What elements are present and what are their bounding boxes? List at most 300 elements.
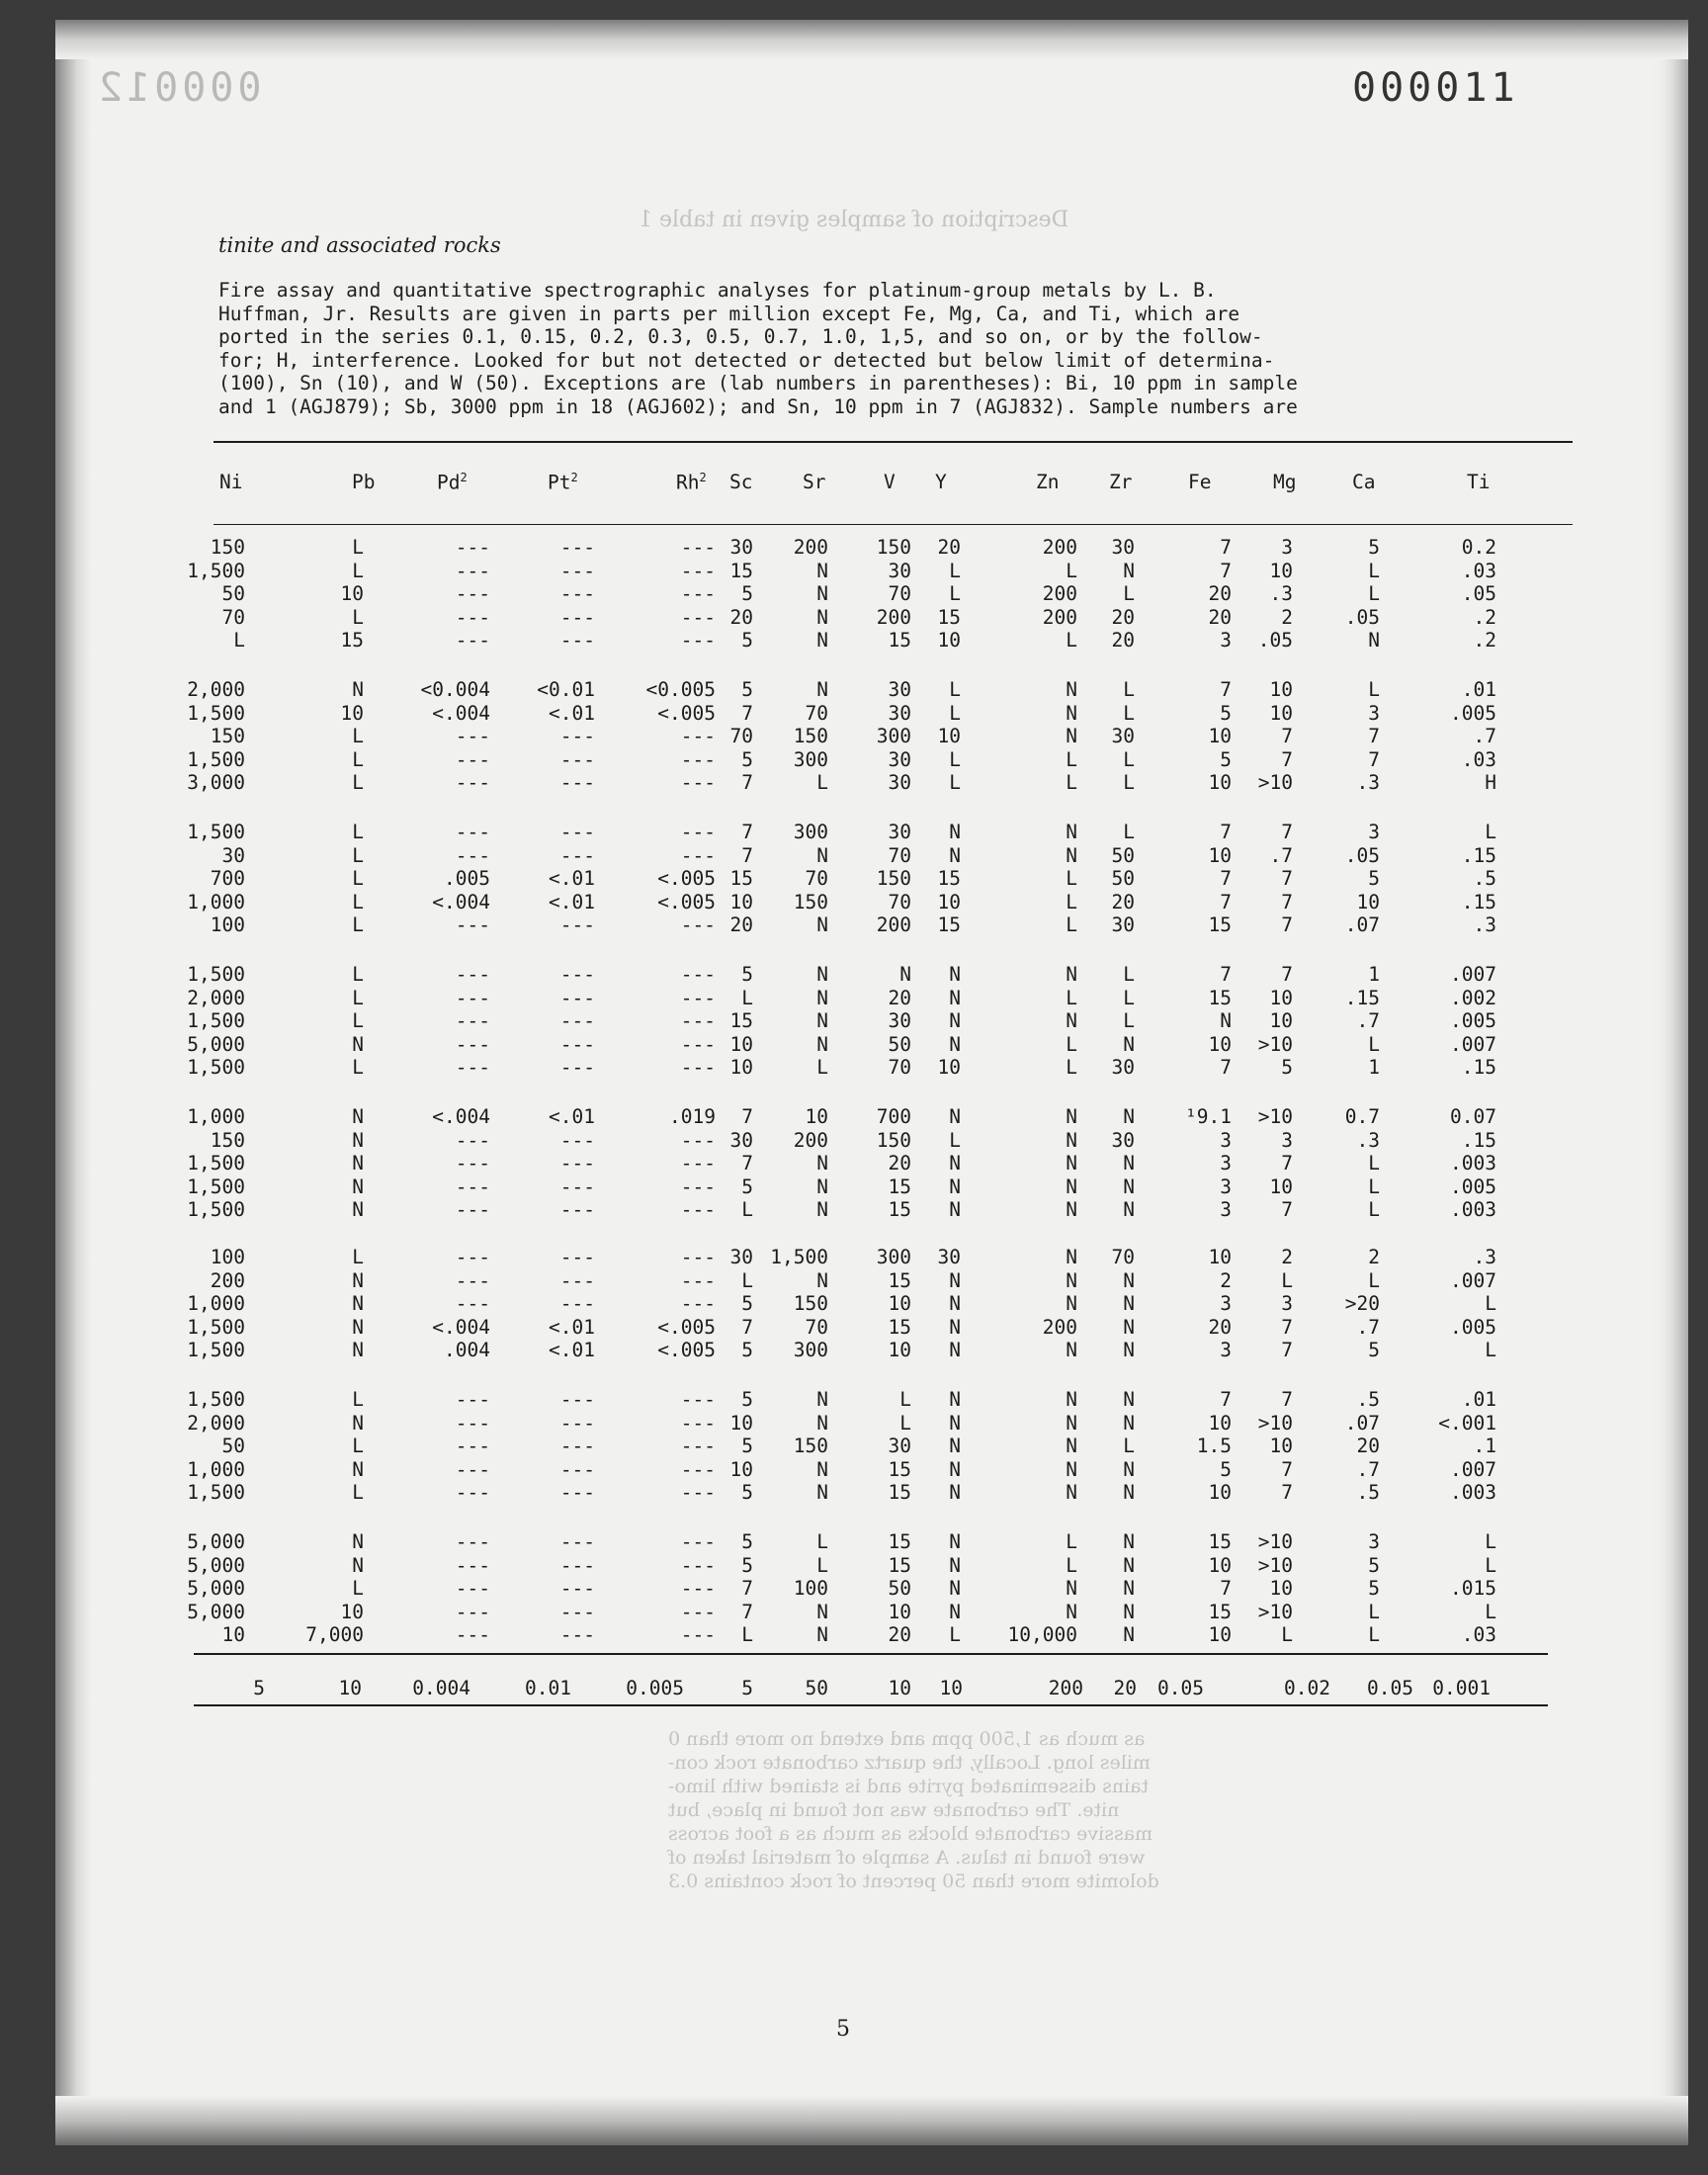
table-cell-sc: 10 [729,1457,753,1481]
table-cell-sc: 5 [741,1553,753,1577]
table-cell-mg: 10 [1269,1435,1293,1458]
table-cell-mg: 2 [1281,605,1293,629]
table-cell-ti: .03 [1461,559,1496,582]
table-cell-zr: 20 [1111,890,1135,914]
table-cell-ti: .003 [1450,1481,1496,1505]
table-cell-ni: 10 [221,1623,245,1647]
table-cell-pd: --- [455,559,490,582]
table-cell-sr: N [816,1174,828,1198]
table-cell-zr: L [1123,678,1135,701]
table-cell-ca: .05 [1344,843,1380,867]
table-cell-ti: .3 [1473,1246,1496,1268]
table-cell-rh: --- [680,1246,716,1268]
table-cell-ca: L [1368,1623,1380,1647]
table-cell-y: N [949,1174,961,1198]
table-cell-zr: N [1123,1174,1135,1198]
table-cell-pt: --- [559,559,595,582]
table-cell-ti: 0.2 [1461,536,1496,559]
table-cell-sc: 15 [729,1009,753,1033]
table-cell-sr: 200 [793,1128,828,1152]
table-cell-mg: 10 [1269,1009,1293,1033]
table-cell-pd: --- [455,1388,490,1411]
table-cell-fe: 10 [1208,1032,1232,1056]
table-cell-v: 15 [888,629,911,652]
table-cell-zn: N [1066,1388,1077,1411]
table-cell-pd: --- [455,986,490,1009]
table-cell-ca: 5 [1368,1339,1380,1362]
table-cell-y: N [949,1292,961,1316]
table-cell-pt: --- [559,1056,595,1080]
table-cell-y: 10 [937,725,961,748]
table-cell-ni: 2,000 [187,1411,245,1435]
table-cell-pt: <0.01 [537,678,595,701]
table-cell-pb: L [352,771,364,795]
table-cell-zr: N [1123,559,1135,582]
table-cell-zr: N [1123,1530,1135,1553]
table-cell-v: 15 [888,1553,911,1577]
table-cell-zn: 200 [1042,536,1077,559]
table-cell-ca: 3 [1368,701,1380,725]
table-cell-sc: 5 [741,1530,753,1553]
table-cell-rh: --- [680,1530,716,1553]
page-bottom-shadow [55,2096,1688,2145]
column-header-sr [803,471,825,493]
table-cell-pt: --- [559,747,595,771]
table-cell-v: 70 [888,890,911,914]
table-cell-pd: --- [455,1600,490,1623]
table-cell-mg: 7 [1281,1152,1293,1175]
table-cell-rh: --- [680,582,716,606]
table-cell-ti: .005 [1450,1009,1496,1033]
table-cell-rh: --- [680,1009,716,1033]
table-cell-rh: --- [680,1457,716,1481]
table-cell-fe: 10 [1208,1411,1232,1435]
table-cell-ti: .2 [1473,629,1496,652]
limit-cell-ti: 0.001 [1432,1677,1491,1699]
table-cell-ni: 5,000 [187,1553,245,1577]
table-cell-ca: 10 [1356,890,1380,914]
table-cell-zr: N [1123,1339,1135,1362]
table-cell-mg: >10 [1257,771,1293,795]
table-cell-sr: 150 [793,1292,828,1316]
table-cell-ni: 50 [221,1435,245,1458]
table-cell-zr: 20 [1111,605,1135,629]
table-cell-sc: 20 [729,605,753,629]
table-cell-fe: 5 [1220,1457,1232,1481]
table-cell-zr: N [1123,1268,1135,1292]
table-cell-v: 150 [876,1128,911,1152]
table-cell-pt: --- [559,1481,595,1505]
table-cell-mg: 7 [1281,1339,1293,1362]
intro-line: and 1 (AGJ879); Sb, 3000 ppm in 18 (AGJ602); and Sn, 10 ppm in 7 (AGJ832). Sample numbers are [218,394,1298,418]
table-cell-fe: 7 [1220,963,1232,986]
table-cell-rh: --- [680,1128,716,1152]
table-cell-pt: --- [559,536,595,559]
table-cell-v: 15 [888,1530,911,1553]
table-cell-mg: 7 [1281,867,1293,891]
table-cell-mg: 10 [1269,1174,1293,1198]
table-cell-pb: 10 [340,582,364,606]
table-cell-y: N [949,1152,961,1175]
table-cell-ni: 30 [221,843,245,867]
table-cell-zr: N [1123,1600,1135,1623]
intro-line: Fire assay and quantitative spectrographic analyses for platinum-group metals by L. B. [218,279,1217,302]
table-cell-sr: N [816,1623,828,1647]
table-cell-sc: 7 [741,1600,753,1623]
table-cell-sr: N [816,605,828,629]
table-cell-ni: 5,000 [187,1530,245,1553]
table-cell-ti: <.001 [1438,1411,1496,1435]
bleed-through-stamp: 000012 [95,65,262,111]
table-cell-ti: .15 [1461,1056,1496,1080]
table-cell-zr: L [1123,771,1135,795]
table-cell-zn: N [1066,1128,1077,1152]
table-cell-sr: N [816,914,828,937]
table-cell-v: 30 [888,701,911,725]
table-cell-zr: N [1123,1481,1135,1505]
table-cell-pb: L [352,963,364,986]
table-cell-pt: --- [559,1009,595,1033]
table-cell-sr: 70 [805,1315,828,1339]
table-cell-sr: N [816,963,828,986]
table-cell-mg: >10 [1257,1530,1293,1553]
table-cell-ca: .7 [1356,1315,1380,1339]
table-cell-ca: >20 [1344,1292,1380,1316]
table-cell-zr: N [1123,1623,1135,1647]
table-cell-pd: --- [455,1623,490,1647]
table-cell-sr: N [816,1152,828,1175]
table-cell-pb: L [352,1246,364,1268]
table-cell-mg: 7 [1281,821,1293,843]
table-cell-mg: 3 [1281,1128,1293,1152]
table-cell-ca: 20 [1356,1435,1380,1458]
table-cell-y: 10 [937,629,961,652]
table-cell-rh: --- [680,1600,716,1623]
table-cell-fe: 3 [1220,1174,1232,1198]
table-cell-y: N [949,986,961,1009]
table-cell-ni: 1,000 [187,1292,245,1316]
table-cell-sc: 7 [741,1315,753,1339]
table-cell-y: 30 [937,1246,961,1268]
table-cell-y: 10 [937,1056,961,1080]
table-cell-pb: L [352,890,364,914]
table-cell-zn: L [1066,867,1077,891]
table-cell-ni: 100 [210,1246,245,1268]
table-cell-pt: --- [559,771,595,795]
table-cell-ni: 50 [221,582,245,606]
table-cell-pd: --- [455,1268,490,1292]
table-cell-y: L [949,771,961,795]
table-cell-ti: .15 [1461,843,1496,867]
footnote-marker: 2 [699,471,707,484]
limit-cell-mg: 0.02 [1284,1677,1330,1699]
table-cell-ca: 0.7 [1344,1105,1380,1128]
footnote-marker: 2 [460,471,468,484]
table-cell-ti: L [1485,821,1496,843]
limit-cell-zn: 200 [1048,1677,1083,1699]
table-cell-zn: N [1066,701,1077,725]
table-cell-mg: 7 [1281,1315,1293,1339]
table-cell-ca: .5 [1356,1481,1380,1505]
table-cell-rh: .019 [669,1105,716,1128]
column-header-label: Fe [1188,471,1212,493]
table-cell-rh: --- [680,747,716,771]
bleed-through-line: nite. The carbonate was not found in place, but [668,1799,1120,1821]
table-cell-sc: 7 [741,701,753,725]
table-cell-pb: N [352,1553,364,1577]
column-header-rh [676,471,707,494]
table-cell-fe: 3 [1220,629,1232,652]
table-cell-fe: 7 [1220,890,1232,914]
limits-bottom-rule [194,1704,1548,1706]
column-header-label: Ti [1467,471,1491,493]
table-cell-pd: --- [455,747,490,771]
table-cell-ti: .01 [1461,1388,1496,1411]
table-cell-zn: N [1066,963,1077,986]
table-cell-ni: 1,500 [187,1315,245,1339]
table-cell-pt: --- [559,986,595,1009]
bleed-through-heading: Description of samples given in table 1 [639,208,1069,232]
page-top-shadow [55,20,1688,59]
table-cell-sc: 5 [741,747,753,771]
table-cell-ti: .1 [1473,1435,1496,1458]
table-cell-fe: 15 [1208,1600,1232,1623]
table-cell-ni: 1,500 [187,1481,245,1505]
table-cell-rh: --- [680,843,716,867]
table-cell-pt: --- [559,629,595,652]
table-cell-pt: --- [559,1246,595,1268]
table-cell-y: L [949,678,961,701]
table-cell-sr: 10 [805,1105,828,1128]
table-cell-pt: --- [559,1623,595,1647]
table-cell-pb: L [352,1009,364,1033]
table-cell-sc: L [741,1268,753,1292]
column-header-label: Rh [676,471,700,494]
table-bottom-rule [194,1653,1548,1655]
table-cell-fe: 7 [1220,1577,1232,1601]
limit-cell-fe: 0.05 [1157,1677,1204,1699]
table-cell-mg: >10 [1257,1032,1293,1056]
column-header-mg [1273,471,1296,493]
table-cell-zn: L [1066,914,1077,937]
table-cell-ni: 1,500 [187,701,245,725]
table-cell-ti: L [1485,1553,1496,1577]
table-cell-y: N [949,1105,961,1128]
table-cell-fe: 10 [1208,843,1232,867]
table-cell-pt: --- [559,1553,595,1577]
table-cell-sc: 15 [729,867,753,891]
table-cell-ca: L [1368,678,1380,701]
table-cell-pd: --- [455,1411,490,1435]
table-cell-ca: 7 [1368,725,1380,748]
table-cell-ti: .015 [1450,1577,1496,1601]
limit-cell-ni: 5 [253,1677,265,1699]
table-cell-mg: 7 [1281,1388,1293,1411]
table-cell-zr: N [1123,1198,1135,1222]
table-cell-zn: N [1066,1009,1077,1033]
table-cell-mg: 10 [1269,701,1293,725]
table-cell-sr: 70 [805,701,828,725]
table-cell-ni: 1,500 [187,559,245,582]
table-cell-v: 30 [888,559,911,582]
table-cell-pt: <.01 [549,1339,595,1362]
table-cell-y: 15 [937,867,961,891]
column-header-pd [437,471,468,494]
table-cell-v: 150 [876,536,911,559]
table-cell-mg: >10 [1257,1553,1293,1577]
table-cell-y: N [949,1032,961,1056]
column-header-label: Pt [548,471,571,494]
column-header-label: Zn [1036,471,1060,493]
table-cell-zr: N [1123,1152,1135,1175]
table-cell-ni: 1,500 [187,1339,245,1362]
table-cell-pb: N [352,1292,364,1316]
table-cell-pt: --- [559,605,595,629]
table-cell-pd: .005 [444,867,490,891]
table-cell-v: 70 [888,1056,911,1080]
table-cell-ca: .07 [1344,1411,1380,1435]
table-cell-y: L [949,1623,961,1647]
table-cell-pb: L [352,536,364,559]
table-cell-ca: 1 [1368,1056,1380,1080]
column-header-label: Zr [1109,471,1133,493]
table-cell-rh: --- [680,1435,716,1458]
column-header-pb [352,471,375,493]
table-cell-mg: L [1281,1623,1293,1647]
table-cell-mg: 7 [1281,747,1293,771]
table-cell-zn: N [1066,843,1077,867]
table-cell-ni: 5,000 [187,1600,245,1623]
table-cell-sc: 30 [729,1128,753,1152]
table-cell-pb: L [352,867,364,891]
column-header-ni [219,471,242,493]
column-header-label: Sc [729,471,753,493]
table-cell-ca: 5 [1368,536,1380,559]
document-stamp-number: 000011 [1352,65,1519,111]
column-header-label: Y [935,471,947,493]
table-cell-pb: N [352,1339,364,1362]
table-cell-pb: L [352,821,364,843]
footnote-marker: 2 [570,471,578,484]
table-cell-pb: L [352,559,364,582]
table-cell-ca: L [1368,582,1380,606]
table-cell-zr: N [1123,1553,1135,1577]
table-cell-rh: --- [680,963,716,986]
table-cell-zn: N [1066,725,1077,748]
table-cell-sr: N [816,1032,828,1056]
table-cell-ti: L [1485,1600,1496,1623]
table-cell-zn: 10,000 [1007,1623,1077,1647]
table-cell-y: 15 [937,914,961,937]
table-cell-v: 300 [876,1246,911,1268]
table-cell-ti: .007 [1450,1032,1496,1056]
table-cell-sr: 300 [793,1339,828,1362]
table-cell-sr: 300 [793,747,828,771]
table-cell-zn: N [1066,1198,1077,1222]
table-cell-zr: 30 [1111,914,1135,937]
table-cell-zr: 20 [1111,629,1135,652]
table-cell-zr: N [1123,1411,1135,1435]
table-cell-ca: 5 [1368,1553,1380,1577]
table-cell-mg: 7 [1281,963,1293,986]
table-cell-v: 30 [888,821,911,843]
table-cell-ni: 1,500 [187,1174,245,1198]
table-cell-fe: 2 [1220,1268,1232,1292]
table-cell-ti: .003 [1450,1152,1496,1175]
table-cell-sr: N [816,559,828,582]
table-cell-rh: --- [680,1032,716,1056]
column-header-label: V [884,471,896,493]
table-cell-mg: 7 [1281,1481,1293,1505]
table-cell-rh: <.005 [657,1315,716,1339]
table-cell-rh: <.005 [657,701,716,725]
table-cell-ni: 1,500 [187,1388,245,1411]
table-cell-ni: 1,500 [187,1009,245,1033]
table-cell-sr: 150 [793,890,828,914]
table-cell-zn: N [1066,1600,1077,1623]
table-cell-mg: 7 [1281,725,1293,748]
table-cell-v: 15 [888,1174,911,1198]
table-cell-sr: 300 [793,821,828,843]
table-cell-sc: 30 [729,536,753,559]
table-cell-rh: --- [680,559,716,582]
table-cell-sr: N [816,1268,828,1292]
table-cell-rh: --- [680,1553,716,1577]
table-cell-rh: <.005 [657,867,716,891]
table-cell-ca: L [1368,1174,1380,1198]
table-cell-sr: N [816,678,828,701]
table-cell-sc: 5 [741,582,753,606]
table-cell-pb: N [352,1457,364,1481]
table-cell-pd: --- [455,605,490,629]
table-cell-ca: .3 [1356,771,1380,795]
table-cell-sc: 20 [729,914,753,937]
table-cell-sr: N [816,582,828,606]
table-cell-pt: --- [559,1600,595,1623]
table-cell-pd: <.004 [432,890,490,914]
table-cell-ni: 3,000 [187,771,245,795]
table-cell-ca: L [1368,1198,1380,1222]
table-cell-ni: 1,500 [187,1198,245,1222]
table-cell-zr: 50 [1111,867,1135,891]
table-cell-pd: --- [455,1577,490,1601]
intro-line: Huffman, Jr. Results are given in parts per million except Fe, Mg, Ca, and Ti, which are [218,302,1240,325]
table-cell-zn: L [1066,1056,1077,1080]
limit-cell-pb: 10 [338,1677,362,1699]
table-cell-zr: N [1123,1032,1135,1056]
table-cell-rh: --- [680,605,716,629]
table-cell-mg: 7 [1281,1198,1293,1222]
table-cell-sr: 150 [793,725,828,748]
table-cell-y: N [949,1198,961,1222]
table-cell-ni: 1,500 [187,1152,245,1175]
table-cell-fe: 1.5 [1196,1435,1232,1458]
table-cell-rh: --- [680,771,716,795]
table-cell-pb: L [352,986,364,1009]
table-cell-v: 150 [876,867,911,891]
table-cell-rh: --- [680,821,716,843]
column-header-label: Sr [803,471,826,493]
table-cell-sc: 10 [729,890,753,914]
table-cell-fe: 10 [1208,771,1232,795]
table-cell-sr: L [816,1056,828,1080]
table-cell-pd: --- [455,629,490,652]
table-cell-ti: .5 [1473,867,1496,891]
table-cell-y: N [949,1530,961,1553]
table-cell-zr: N [1123,1315,1135,1339]
table-cell-fe: 5 [1220,747,1232,771]
table-cell-zn: N [1066,1457,1077,1481]
